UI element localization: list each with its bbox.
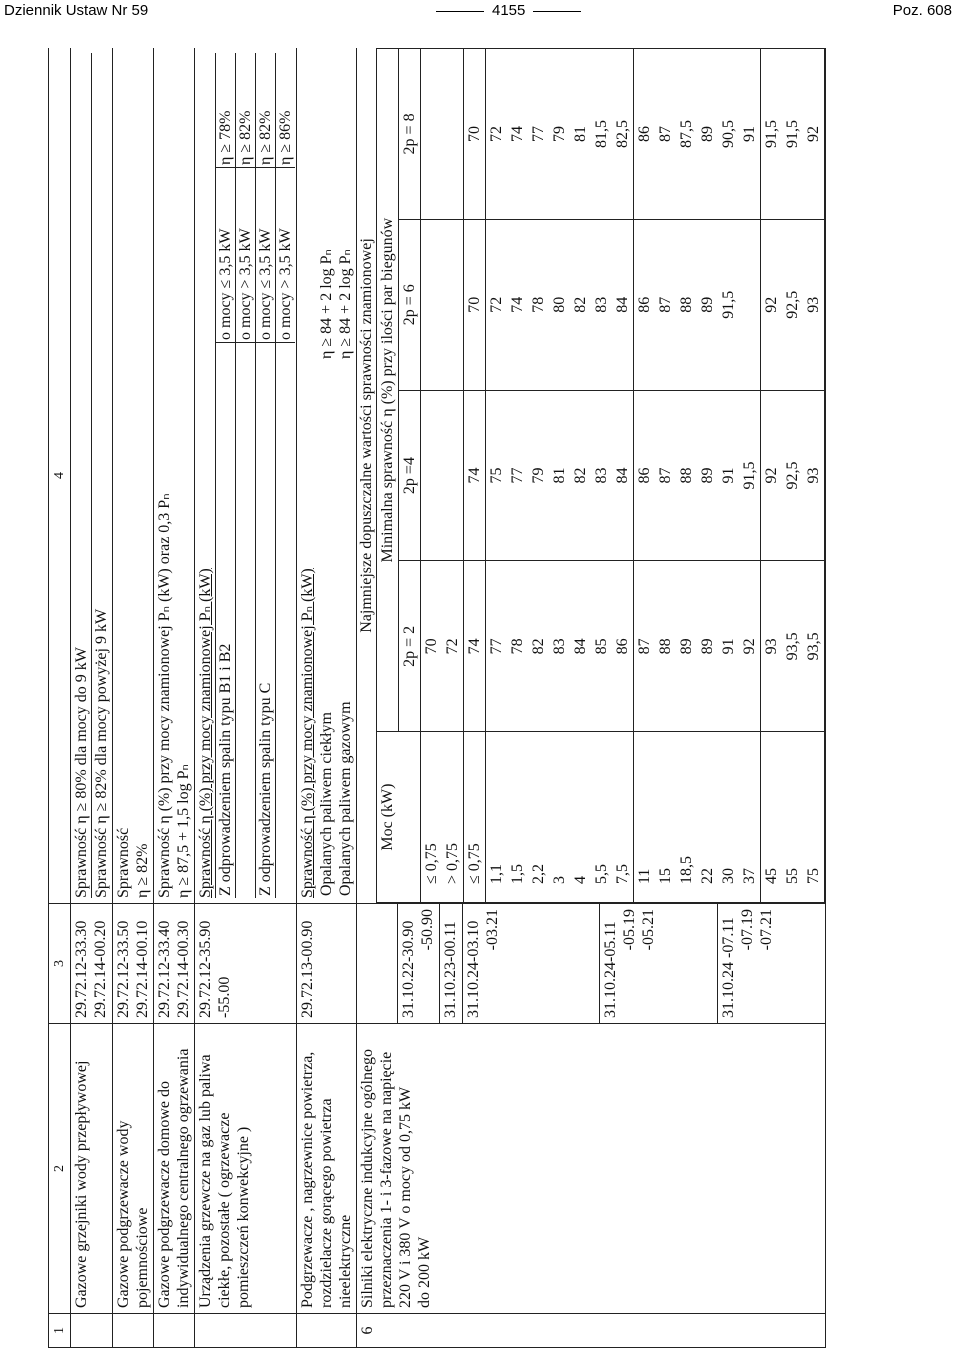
requirement-line: η ≥ 87,5 + 1,5 log Pₙ bbox=[175, 764, 192, 898]
motor-efficiency: 70 bbox=[464, 49, 486, 220]
motor-power: ≤ 0,75 bbox=[464, 732, 486, 903]
requirement-subcell: Z odprowadzeniem spalin typu C bbox=[256, 343, 276, 899]
pkwiu-code: -50.90 bbox=[419, 909, 436, 951]
motor-efficiency: 87 bbox=[634, 561, 656, 732]
motor-data-row bbox=[697, 49, 718, 903]
code-spacer-row bbox=[357, 904, 398, 1023]
table-row bbox=[113, 48, 154, 1348]
motor-efficiency: 77 bbox=[528, 49, 549, 220]
motor-efficiency: 87 bbox=[655, 49, 676, 220]
page-header bbox=[0, 0, 960, 24]
motor-efficiency: 86 bbox=[634, 390, 656, 561]
motors-row bbox=[357, 48, 826, 1348]
motor-power: 30 bbox=[718, 732, 739, 903]
column-number: 2 bbox=[49, 1024, 71, 1314]
motor-data-row bbox=[486, 49, 508, 903]
motor-efficiency: 74 bbox=[464, 561, 486, 732]
column-number: 4 bbox=[49, 48, 71, 904]
code-group-row bbox=[440, 904, 463, 1023]
requirement-cell bbox=[357, 48, 826, 904]
motor-efficiency: 83 bbox=[591, 219, 612, 390]
code-group bbox=[440, 904, 463, 1023]
motor-efficiency: 77 bbox=[507, 390, 528, 561]
product-name-cell bbox=[297, 1024, 357, 1314]
motor-efficiency: 83 bbox=[591, 390, 612, 561]
motor-efficiency: 92 bbox=[761, 219, 783, 390]
motor-power: 45 bbox=[761, 732, 783, 903]
requirement-subtable bbox=[317, 53, 355, 898]
pole-header: 2p = 6 bbox=[399, 219, 421, 390]
motor-efficiency: 92,5 bbox=[782, 390, 803, 561]
code-spacer bbox=[357, 904, 398, 1023]
motor-efficiency: 91 bbox=[718, 561, 739, 732]
motor-efficiency: 79 bbox=[528, 390, 549, 561]
motor-efficiency: 82 bbox=[528, 561, 549, 732]
requirement-line: Sprawność bbox=[115, 827, 132, 898]
code-group bbox=[398, 904, 440, 1023]
pkwiu-code: 31.10.24 -07.11 bbox=[720, 917, 737, 1018]
requirement-title: Sprawność η (%) przy mocy znamionowej Pₙ (kW) bbox=[197, 568, 214, 898]
product-name-cell bbox=[71, 1024, 113, 1314]
motor-power: 1,5 bbox=[507, 732, 528, 903]
pkwiu-code: 29.72.14-00.20 bbox=[92, 920, 109, 1018]
requirement-cell bbox=[195, 48, 297, 904]
requirement-subtable bbox=[215, 53, 295, 898]
requirement-cell bbox=[71, 48, 113, 904]
requirement-subcell bbox=[276, 343, 296, 899]
motor-efficiency: 84 bbox=[570, 561, 591, 732]
motor-data-row bbox=[612, 49, 634, 903]
table-row bbox=[71, 48, 113, 1348]
code-group bbox=[718, 904, 779, 1023]
requirement-cell bbox=[297, 48, 357, 904]
motor-data-row bbox=[718, 49, 739, 903]
motor-efficiency: 74 bbox=[464, 390, 486, 561]
code-group-row bbox=[398, 904, 440, 1023]
motor-data-row bbox=[739, 49, 761, 903]
requirement-subcell: Z odprowadzeniem spalin typu B1 i B2 bbox=[216, 343, 236, 899]
motor-efficiency: 91 bbox=[739, 49, 761, 220]
motor-power: 7,5 bbox=[612, 732, 634, 903]
motor-efficiency: 93 bbox=[803, 219, 825, 390]
motor-efficiency bbox=[442, 390, 464, 561]
pkwiu-code: 29.72.12-35.90 bbox=[197, 920, 214, 1018]
requirement-subcell: η ≥ 82% bbox=[236, 53, 256, 168]
motor-efficiency: 89 bbox=[697, 390, 718, 561]
motor-efficiency: 87,5 bbox=[676, 49, 697, 220]
motor-efficiency: 93 bbox=[761, 561, 783, 732]
motor-power: 18,5 bbox=[676, 732, 697, 903]
motor-efficiency: 75 bbox=[486, 390, 508, 561]
row-number-cell bbox=[113, 1314, 154, 1348]
requirement-subcell: o mocy > 3,5 kW bbox=[276, 168, 296, 343]
table-row bbox=[297, 48, 357, 1348]
row-number-cell bbox=[154, 1314, 195, 1348]
product-name-cell bbox=[195, 1024, 297, 1314]
motor-data-row bbox=[549, 49, 570, 903]
motor-efficiency: 87 bbox=[655, 219, 676, 390]
journal-title: Dziennik Ustaw Nr 59 bbox=[4, 2, 149, 19]
motor-data-row bbox=[591, 49, 612, 903]
motor-data-row bbox=[421, 49, 443, 903]
product-name-line: pomieszczeń konwekcyjne ) bbox=[235, 1126, 252, 1308]
motor-efficiency: 85 bbox=[591, 561, 612, 732]
code-group-row bbox=[718, 904, 779, 1023]
requirement-subrow bbox=[256, 53, 276, 898]
requirement-cell bbox=[154, 48, 195, 904]
motor-efficiency-table bbox=[376, 48, 825, 903]
motor-efficiency: 89 bbox=[676, 561, 697, 732]
motor-power: 75 bbox=[803, 732, 825, 903]
requirement-subrow bbox=[317, 53, 336, 898]
pkwiu-code-cell bbox=[71, 904, 113, 1024]
motor-efficiency: 88 bbox=[655, 561, 676, 732]
pole-header: 2p = 8 bbox=[399, 49, 421, 220]
code-group-row bbox=[600, 904, 718, 1023]
rule-right bbox=[533, 11, 581, 12]
requirement-subrow bbox=[236, 53, 256, 898]
row-number-cell bbox=[297, 1314, 357, 1348]
rule-left bbox=[436, 11, 484, 12]
requirement-subcell bbox=[236, 343, 256, 899]
pkwiu-code-cell bbox=[357, 904, 826, 1024]
requirement-line: Sprawność η ≥ 80% dla mocy do 9 kW bbox=[72, 53, 92, 898]
motor-efficiency: 81,5 bbox=[591, 49, 612, 220]
row-number-cell bbox=[195, 1314, 297, 1348]
pkwiu-code: 31.10.24-05.11 bbox=[602, 921, 619, 1018]
code-group-table bbox=[357, 904, 778, 1023]
rotated-content bbox=[48, 48, 920, 1348]
motor-efficiency: 88 bbox=[676, 219, 697, 390]
motor-efficiency: 93,5 bbox=[782, 561, 803, 732]
motor-data-row bbox=[676, 49, 697, 903]
motor-efficiency: 86 bbox=[634, 49, 656, 220]
motor-efficiency: 72 bbox=[442, 561, 464, 732]
product-name-line: Gazowe podgrzewacze wody bbox=[115, 1120, 132, 1308]
motor-efficiency: 84 bbox=[612, 219, 634, 390]
motor-efficiency bbox=[442, 219, 464, 390]
product-name-cell bbox=[154, 1024, 195, 1314]
motor-power: 4 bbox=[570, 732, 591, 903]
column-number: 3 bbox=[49, 904, 71, 1024]
motor-efficiency: 89 bbox=[697, 219, 718, 390]
regulation-table bbox=[48, 48, 826, 1348]
pkwiu-code: -05.19 bbox=[621, 909, 638, 951]
motor-power: 1,1 bbox=[486, 732, 508, 903]
motor-efficiency: 88 bbox=[676, 390, 697, 561]
product-name-line: ciekłe, pozostałe ( ogrzewacze bbox=[216, 1112, 233, 1308]
motor-efficiency: 91,5 bbox=[718, 219, 739, 390]
requirement-line: Sprawność η ≥ 82% dla mocy powyżej 9 kW bbox=[93, 608, 110, 898]
code-group bbox=[463, 904, 600, 1023]
motor-efficiency bbox=[442, 49, 464, 220]
motor-efficiency: 81 bbox=[570, 49, 591, 220]
pkwiu-code: -05.21 bbox=[640, 909, 657, 951]
motor-efficiency: 81 bbox=[549, 390, 570, 561]
pkwiu-code-cell bbox=[195, 904, 297, 1024]
requirement-subrow bbox=[276, 53, 296, 898]
motor-data-row bbox=[464, 49, 486, 903]
pkwiu-code: 29.72.12-33.30 bbox=[73, 920, 90, 1018]
requirement-subrow bbox=[336, 53, 355, 898]
motor-power: 15 bbox=[655, 732, 676, 903]
motor-efficiency: 80 bbox=[549, 219, 570, 390]
product-name-line: do 200 kW bbox=[416, 1236, 433, 1308]
requirement-line: η ≥ 82% bbox=[134, 843, 151, 898]
motor-data-row bbox=[528, 49, 549, 903]
motor-data-row bbox=[782, 49, 803, 903]
pkwiu-code: 31.10.22-30.90 bbox=[400, 920, 417, 1018]
product-name-line: Gazowe podgrzewacze domowe do bbox=[156, 1080, 173, 1308]
requirement-subcell: η ≥ 84 + 2 log Pₙ bbox=[337, 249, 354, 359]
motor-efficiency: 91,5 bbox=[761, 49, 783, 220]
requirement-title: Sprawność η (%) przy mocy znamionowej Pₙ (kW) bbox=[299, 568, 316, 898]
requirement-subcell: o mocy > 3,5 kW bbox=[236, 168, 256, 343]
requirement-subcell: η ≥ 86% bbox=[276, 53, 296, 168]
motor-efficiency: 78 bbox=[507, 561, 528, 732]
pkwiu-code-cell bbox=[154, 904, 195, 1024]
motor-power: ≤ 0,75 bbox=[421, 732, 443, 903]
product-name-line: 220 V i 380 V o mocy od 0,75 kW bbox=[397, 1086, 414, 1308]
motor-efficiency: 83 bbox=[549, 561, 570, 732]
motor-efficiency: 82,5 bbox=[612, 49, 634, 220]
requirement-subcell: Opalanych paliwem ciekłym bbox=[318, 712, 335, 896]
row-number-cell bbox=[71, 1314, 113, 1348]
product-name-line: Urządzenia grzewcze na gaz lub paliwa bbox=[197, 1054, 214, 1308]
motor-efficiency: 70 bbox=[421, 561, 443, 732]
requirement-subcell: η ≥ 78% bbox=[216, 53, 236, 168]
motor-power: > 0,75 bbox=[442, 732, 464, 903]
column-number: 1 bbox=[49, 1314, 71, 1348]
table-row bbox=[154, 48, 195, 1348]
product-name-line: Podgrzewacze , nagrzewnice powietrza, bbox=[299, 1051, 316, 1308]
product-name-line: Gazowe grzejniki wody przepływowej bbox=[73, 1060, 90, 1308]
pkwiu-code-cell bbox=[113, 904, 154, 1024]
motor-efficiency: 92,5 bbox=[782, 219, 803, 390]
motor-efficiency bbox=[739, 219, 761, 390]
motor-table-title: Najmniejsze dopuszczalne wartości sprawności znamionowej bbox=[358, 238, 375, 633]
motor-efficiency bbox=[421, 390, 443, 561]
motor-efficiency: 92 bbox=[739, 561, 761, 732]
product-name-line: indywidualnego centralnego ogrzewania bbox=[175, 1048, 192, 1308]
motor-power: 11 bbox=[634, 732, 656, 903]
motor-efficiency: 77 bbox=[486, 561, 508, 732]
motor-efficiency: 79 bbox=[549, 49, 570, 220]
motor-efficiency: 92 bbox=[761, 390, 783, 561]
pole-header: 2p =4 bbox=[399, 390, 421, 561]
code-group-row bbox=[463, 904, 600, 1023]
pkwiu-code: -07.21 bbox=[758, 909, 775, 951]
motor-efficiency bbox=[421, 49, 443, 220]
motor-power: 3 bbox=[549, 732, 570, 903]
motor-header-row bbox=[377, 49, 399, 903]
requirement-subcell: o mocy ≤ 3,5 kW bbox=[256, 168, 276, 343]
pkwiu-code: 29.72.14-00.30 bbox=[175, 920, 192, 1018]
efficiency-header: Minimalna sprawność η (%) przy ilości par biegunów bbox=[377, 49, 399, 732]
product-name-line: przeznaczenia 1- i 3-fazowe na napięcie bbox=[378, 1051, 395, 1308]
requirement-subcell: o mocy ≤ 3,5 kW bbox=[216, 168, 236, 343]
motor-efficiency: 72 bbox=[486, 49, 508, 220]
motor-efficiency: 86 bbox=[612, 561, 634, 732]
motor-efficiency: 93,5 bbox=[803, 561, 825, 732]
pkwiu-code: 29.72.12-33.50 bbox=[115, 920, 132, 1018]
motor-efficiency: 91 bbox=[718, 390, 739, 561]
motor-data-row bbox=[507, 49, 528, 903]
requirement-cell bbox=[113, 48, 154, 904]
product-name-line: Silniki elektryczne indukcyjne ogólnego bbox=[359, 1048, 376, 1308]
pkwiu-code: -07.19 bbox=[739, 909, 756, 951]
pkwiu-code: 31.10.23-00.11 bbox=[442, 921, 459, 1018]
requirement-subcell: Opalanych paliwem gazowym bbox=[337, 701, 354, 896]
motor-efficiency: 91,5 bbox=[782, 49, 803, 220]
product-name-line: nieelektryczne bbox=[337, 1214, 354, 1308]
motor-efficiency: 89 bbox=[697, 49, 718, 220]
column-number-row bbox=[49, 48, 71, 1348]
motor-power: 5,5 bbox=[591, 732, 612, 903]
row-number-cell: 6 bbox=[357, 1314, 826, 1348]
motor-efficiency bbox=[421, 219, 443, 390]
motor-power: 22 bbox=[697, 732, 718, 903]
motor-efficiency: 84 bbox=[612, 390, 634, 561]
motor-efficiency: 82 bbox=[570, 390, 591, 561]
motor-efficiency: 86 bbox=[634, 219, 656, 390]
product-name-cell bbox=[357, 1024, 826, 1314]
motor-efficiency: 87 bbox=[655, 390, 676, 561]
motor-data-row bbox=[761, 49, 783, 903]
motor-power: 55 bbox=[782, 732, 803, 903]
requirement-subcell: η ≥ 82% bbox=[256, 53, 276, 168]
motor-data-row bbox=[570, 49, 591, 903]
position-label: Poz. 608 bbox=[892, 2, 952, 19]
motor-efficiency: 90,5 bbox=[718, 49, 739, 220]
power-header: Moc (kW) bbox=[377, 732, 421, 903]
motor-power: 2,2 bbox=[528, 732, 549, 903]
rotated-page-area bbox=[48, 48, 920, 1348]
page-number: 4155 bbox=[492, 2, 526, 19]
pole-header: 2p = 2 bbox=[399, 561, 421, 732]
motor-efficiency: 70 bbox=[464, 219, 486, 390]
product-name-line: rozdzielacze gorącego powietrza bbox=[318, 1098, 335, 1308]
motor-efficiency: 92 bbox=[803, 49, 825, 220]
pkwiu-code: -55.00 bbox=[216, 976, 233, 1018]
motor-efficiency: 78 bbox=[528, 219, 549, 390]
pkwiu-code: 29.72.12-33.40 bbox=[156, 920, 173, 1018]
motor-efficiency: 89 bbox=[697, 561, 718, 732]
requirement-line: Sprawność η (%) przy mocy znamionowej Pₙ (kW) oraz 0,3 Pₙ bbox=[156, 493, 173, 898]
product-name-line: pojemnościowe bbox=[134, 1207, 151, 1308]
page-number-block bbox=[428, 2, 589, 19]
motor-data-row bbox=[634, 49, 656, 903]
product-name-cell bbox=[113, 1024, 154, 1314]
pkwiu-code: -03.21 bbox=[484, 909, 501, 951]
motor-data-row bbox=[803, 49, 825, 903]
code-group bbox=[600, 904, 718, 1023]
motor-data-row bbox=[655, 49, 676, 903]
motor-efficiency: 91,5 bbox=[739, 390, 761, 561]
requirement-subcell: η ≥ 84 + 2 log Pₙ bbox=[318, 249, 335, 359]
motor-efficiency: 74 bbox=[507, 49, 528, 220]
motor-power: 37 bbox=[739, 732, 761, 903]
table-row bbox=[195, 48, 297, 1348]
pkwiu-code: 31.10.24-03.10 bbox=[465, 920, 482, 1018]
pkwiu-code-cell bbox=[297, 904, 357, 1024]
pkwiu-code: 29.72.14-00.10 bbox=[134, 920, 151, 1018]
requirement-subrow bbox=[216, 53, 236, 898]
motor-efficiency: 82 bbox=[570, 219, 591, 390]
motor-efficiency: 72 bbox=[486, 219, 508, 390]
motor-efficiency: 74 bbox=[507, 219, 528, 390]
motor-efficiency: 93 bbox=[803, 390, 825, 561]
pkwiu-code: 29.72.13-00.90 bbox=[299, 920, 316, 1018]
motor-data-row bbox=[442, 49, 464, 903]
